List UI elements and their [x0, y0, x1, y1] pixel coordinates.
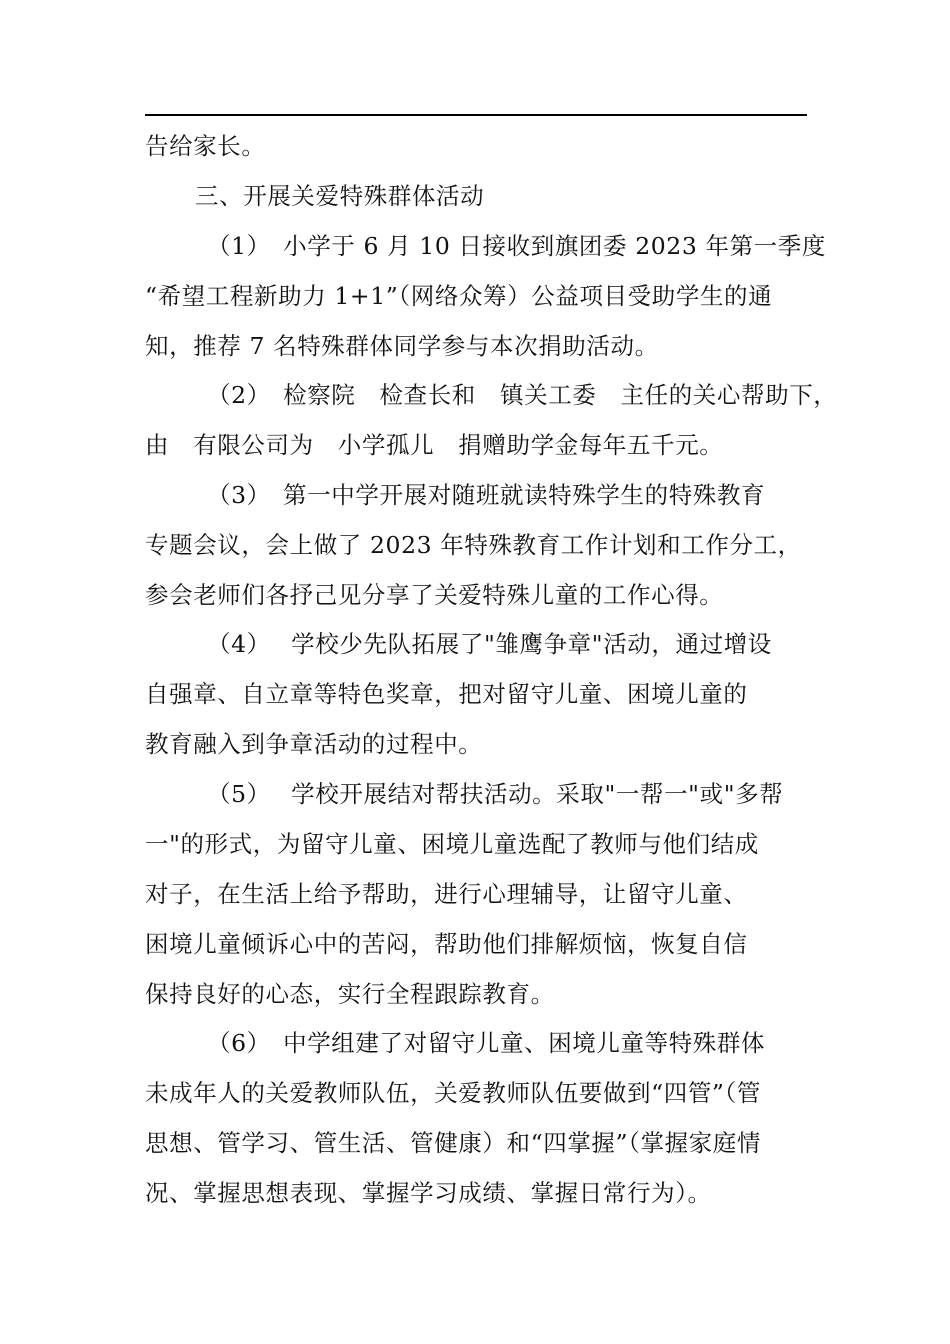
text-line: 自强章、自立章等特色奖章，把对留守儿童、困境儿童的 — [145, 680, 748, 708]
text-line: 告给家长。 — [145, 132, 266, 160]
text-line: 教育融入到争章活动的过程中。 — [145, 730, 483, 758]
text-line: 一"的形式，为留守儿童、困境儿童选配了教师与他们结成 — [145, 830, 759, 858]
text-line: （1） 小学于 6 月 10 日接收到旗团委 2023 年第一季度 — [207, 232, 826, 260]
text-line: （6） 中学组建了对留守儿童、困境儿童等特殊群体 — [207, 1029, 766, 1057]
text-line: 知，推荐 7 名特殊群体同学参与本次捐助活动。 — [145, 332, 659, 360]
text-line: “希望工程新助力 1+1”（网络众筹）公益项目受助学生的通 — [145, 282, 773, 310]
text-line: 由 有限公司为 小学孤儿 捐赠助学金每年五千元。 — [145, 431, 724, 459]
text-line: 保持良好的心态，实行全程跟踪教育。 — [145, 980, 555, 1008]
text-line: （2） 检察院 检查长和 镇关工委 主任的关心帮助下， — [207, 381, 838, 409]
text-line: 况、掌握思想表现、掌握学习成绩、掌握日常行为）。 — [145, 1179, 712, 1207]
text-line: 专题会议，会上做了 2023 年特殊教育工作计划和工作分工， — [145, 531, 802, 559]
text-line: 参会老师们各抒己见分享了关爱特殊儿童的工作心得。 — [145, 581, 724, 609]
text-line: 困境儿童倾诉心中的苦闷，帮助他们排解烦恼，恢复自信 — [145, 930, 748, 958]
text-line: 思想、管学习、管生活、管健康）和“四掌握”（掌握家庭情 — [145, 1129, 761, 1157]
text-line: （4） 学校少先队拓展了"雏鹰争章"活动，通过增设 — [207, 630, 772, 658]
section-heading: 三、开展关爱特殊群体活动 — [195, 182, 485, 210]
header-rule — [145, 114, 807, 116]
text-line: 未成年人的关爱教师队伍，关爱教师队伍要做到“四管”（管 — [145, 1079, 761, 1107]
text-line: （3） 第一中学开展对随班就读特殊学生的特殊教育 — [207, 481, 766, 509]
text-line: （5） 学校开展结对帮扶活动。采取"一帮一"或"多帮 — [207, 780, 784, 808]
text-line: 对子，在生活上给予帮助，进行心理辅导，让留守儿童、 — [145, 880, 748, 908]
